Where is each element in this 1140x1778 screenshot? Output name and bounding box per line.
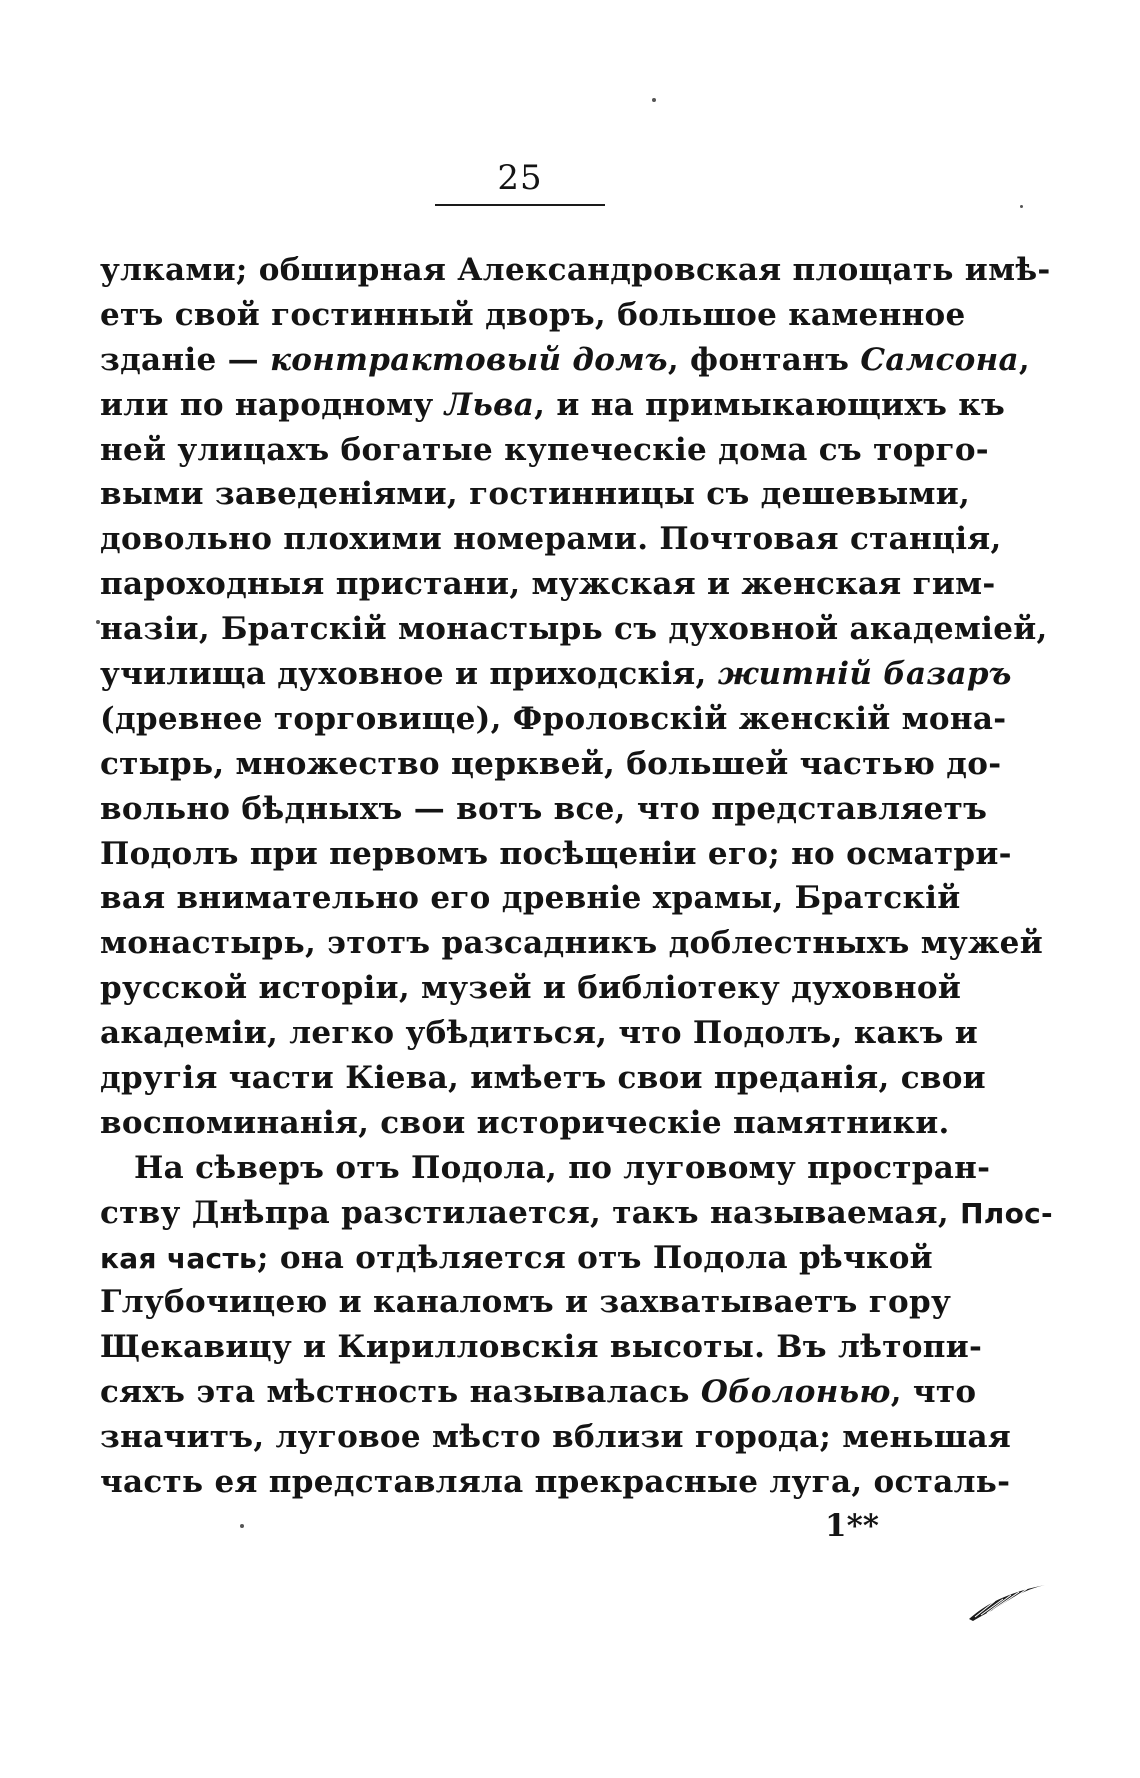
text-run: русской исторіи, музей и библіотеку духовной	[100, 970, 962, 1007]
paper-speck	[1020, 205, 1023, 208]
text-line	[100, 1415, 1012, 1460]
text-line	[100, 742, 1002, 787]
text-line	[100, 966, 962, 1011]
text-run: довольно плохими номерами. Почтовая станція,	[100, 521, 1002, 558]
italic-emphasis: Льва	[444, 386, 535, 423]
text-line	[100, 1011, 979, 1056]
text-line	[100, 832, 1012, 877]
text-line	[100, 697, 1007, 742]
text-run: Подолъ при первомъ посѣщеніи его; но осматри-	[100, 835, 1012, 872]
text-line	[100, 1280, 952, 1325]
body-text	[100, 248, 1053, 1505]
text-run: , что	[890, 1374, 977, 1411]
text-line	[100, 607, 1048, 652]
text-run: другія части Кіева, имѣетъ свои преданія, свои	[100, 1060, 986, 1097]
italic-emphasis: Оболонью	[700, 1374, 891, 1411]
text-run: зданіе —	[100, 341, 271, 378]
text-run: етъ свой гостинный дворъ, большое каменное	[100, 296, 966, 333]
text-line	[100, 876, 961, 921]
italic-emphasis: Самсона	[860, 341, 1019, 378]
text-line	[100, 1460, 1011, 1505]
text-line	[100, 1325, 983, 1370]
text-run: сяхъ эта мѣстность называлась	[100, 1374, 701, 1411]
text-line	[100, 293, 966, 338]
text-line	[100, 1056, 986, 1101]
text-run: улками; обширная Александровская площать имѣ-	[100, 252, 1051, 288]
text-run: вольно бѣдныхъ — вотъ все, что представляетъ	[100, 790, 988, 827]
text-run: училища духовное и приходскія,	[100, 656, 718, 693]
text-run: вая внимательно его древніе храмы, Братскій	[100, 880, 961, 917]
text-run: , фонтанъ	[667, 341, 861, 378]
text-run: выми заведеніями, гостинницы съ дешевыми,	[100, 476, 971, 513]
text-line	[100, 517, 1002, 562]
text-line	[100, 1236, 933, 1281]
text-line	[100, 1146, 991, 1191]
paper-speck	[240, 1524, 244, 1528]
text-line	[100, 383, 1006, 428]
text-line	[100, 1370, 977, 1415]
text-line	[100, 921, 1043, 966]
text-line	[100, 472, 971, 517]
header-rule	[435, 204, 605, 206]
italic-emphasis: житній базаръ	[717, 656, 1012, 693]
text-run: ; она отдѣляется отъ Подола рѣчкой	[256, 1239, 933, 1276]
page-number: 25	[497, 158, 543, 198]
bold-term: кая часть	[100, 1241, 257, 1275]
bold-term: Плос-	[960, 1196, 1053, 1230]
paper-speck	[96, 620, 100, 624]
text-run: ству Днѣпра разстилается, такъ называемая,	[100, 1194, 961, 1231]
text-run: Щекавицу и Кирилловскія высоты. Въ лѣтопи-	[100, 1329, 983, 1366]
text-run: (древнее торговище), Фроловскій женскій мона-	[100, 700, 1007, 737]
text-run: стырь, множество церквей, большей частью до-	[100, 745, 1002, 782]
text-line	[100, 562, 996, 607]
italic-emphasis: контрактовый домъ	[270, 341, 668, 378]
text-line	[100, 428, 989, 473]
text-run: На сѣверъ отъ Подола, по луговому простран-	[134, 1149, 991, 1186]
page-header	[435, 158, 605, 206]
text-line	[100, 338, 1031, 383]
text-run: монастырь, этотъ разсадникъ доблестныхъ мужей	[100, 925, 1043, 962]
text-run: или по народному	[100, 386, 445, 423]
text-run: значитъ, луговое мѣсто вблизи города; меньшая	[100, 1419, 1012, 1456]
text-line	[100, 652, 1012, 697]
text-run: ней улицахъ богатые купеческіе дома съ торго-	[100, 431, 989, 468]
text-run: ,	[1018, 341, 1031, 378]
text-line	[100, 1101, 950, 1146]
text-line	[100, 787, 988, 832]
text-run: , и на примыкающихъ къ	[534, 386, 1006, 423]
text-run: часть ея представляла прекрасные луга, осталь-	[100, 1464, 1011, 1501]
text-run: Глубочицею и каналомъ и захватываетъ гору	[100, 1284, 952, 1321]
text-run: назіи, Братскій монастырь съ духовной академіей,	[100, 611, 1048, 648]
text-line	[100, 1191, 1053, 1236]
text-run: пароходныя пристани, мужская и женская гим-	[100, 566, 996, 603]
quill-ornament-icon	[965, 1575, 1050, 1625]
signature-mark: 1**	[825, 1508, 879, 1544]
paper-speck	[652, 98, 656, 102]
text-run: воспоминанія, свои историческіе памятники.	[100, 1104, 950, 1141]
text-run: академіи, легко убѣдиться, что Подолъ, какъ и	[100, 1015, 979, 1052]
text-line	[100, 248, 1051, 293]
